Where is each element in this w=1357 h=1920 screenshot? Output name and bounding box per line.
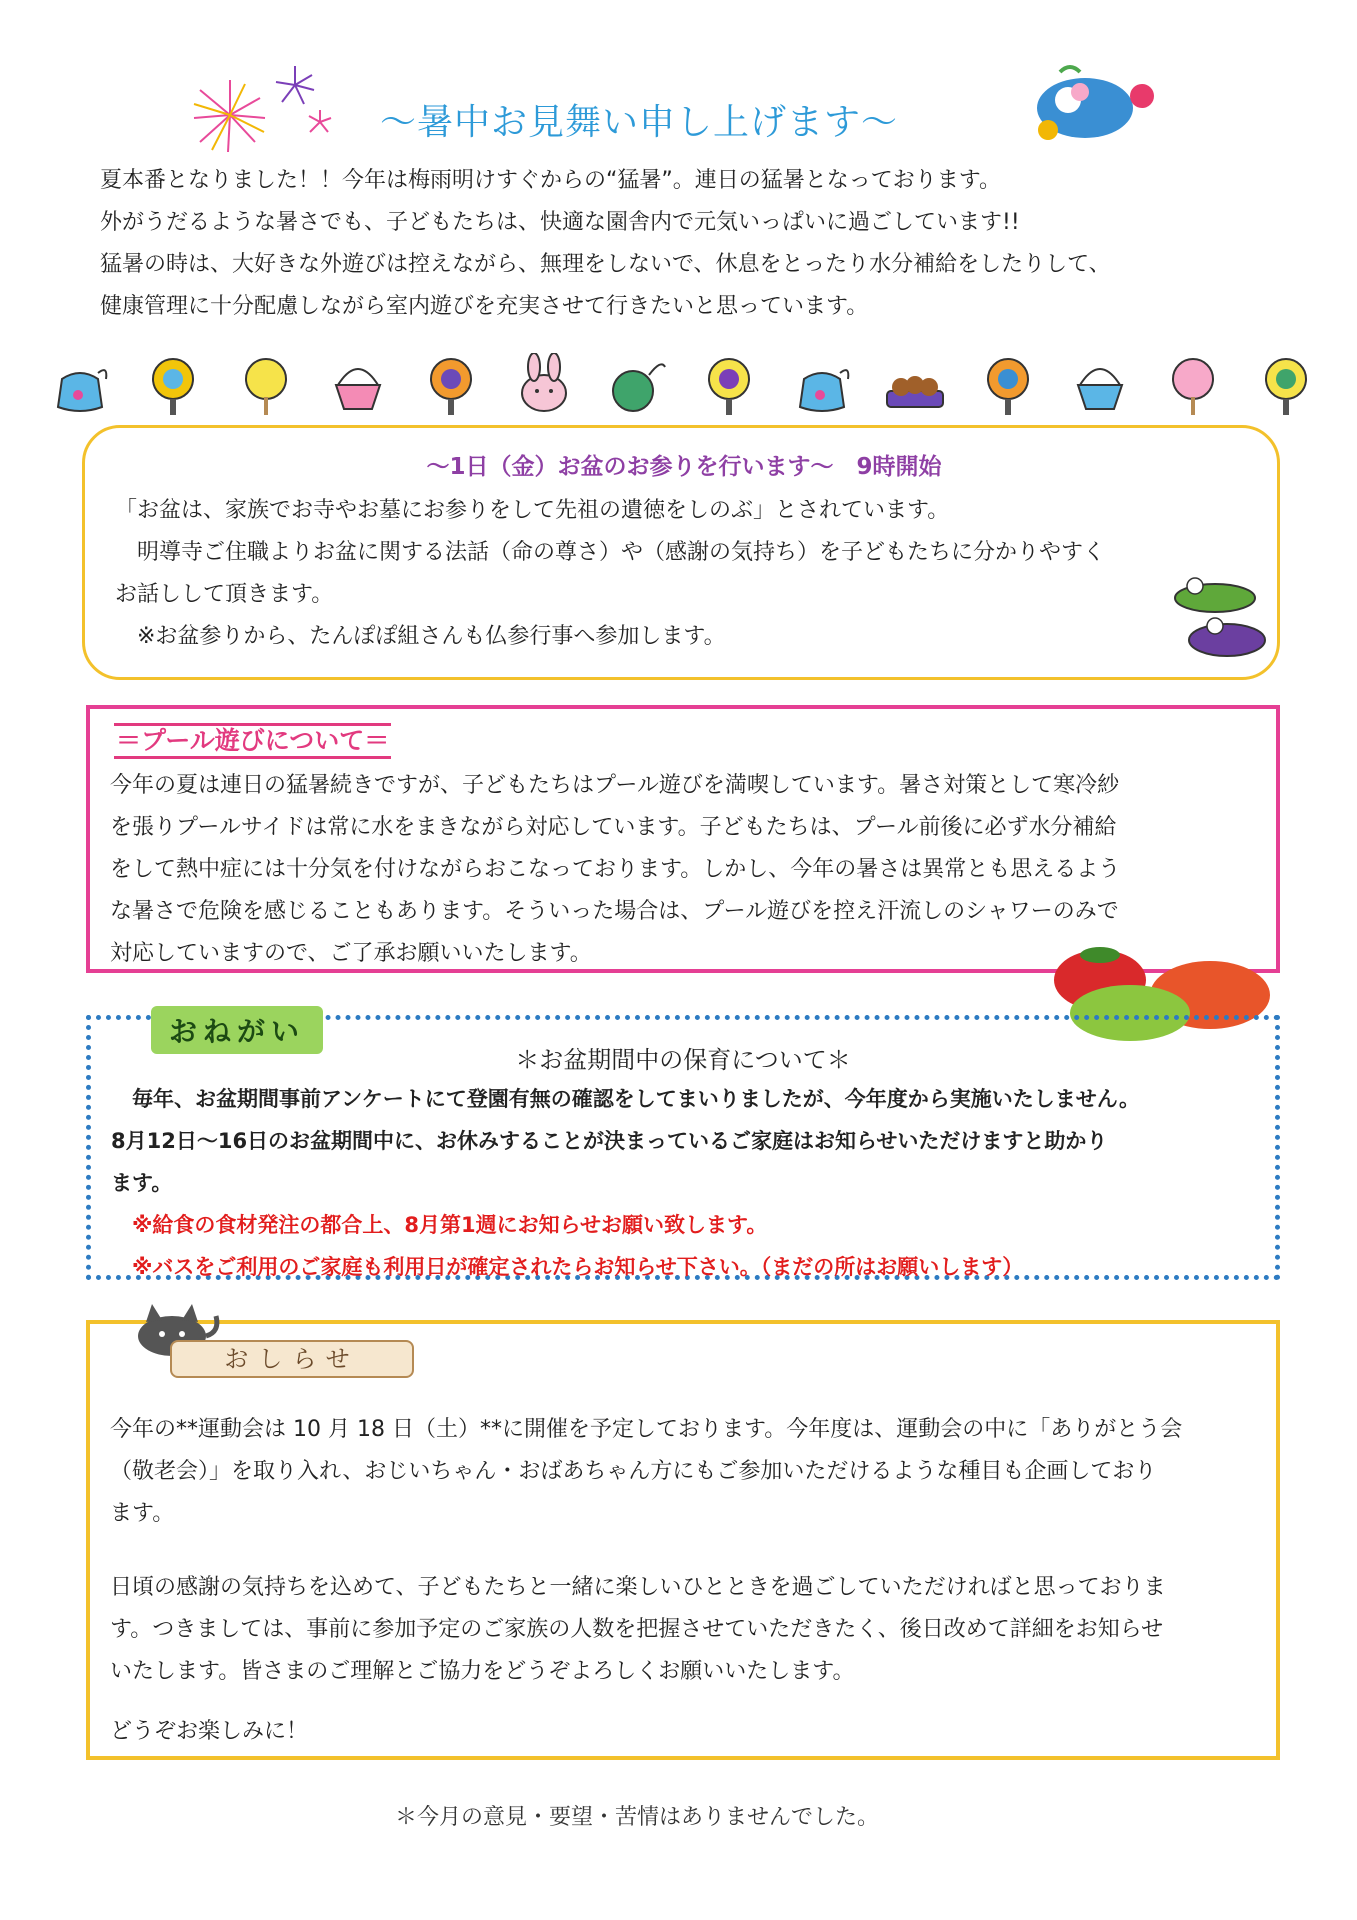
obon-line: ※お盆参りから、たんぽぽ組さんも仏参行事へ参加します。 bbox=[115, 624, 726, 649]
kinchaku-icon bbox=[48, 353, 112, 417]
pool-line: 今年の夏は連日の猛暑続きですが、子どもたちはプール遊びを満喫しています。暑さ対策として寒冷紗 bbox=[110, 773, 1120, 798]
request-section bbox=[86, 1015, 1280, 1280]
pool-line: 対応していますので、ご了承お願いいたします。 bbox=[110, 941, 592, 966]
pool-line: をして熱中症には十分気を付けながらおこなっております。しかし、今年の暑さは異常とも思えるよう bbox=[110, 857, 1121, 882]
takoyaki-icon bbox=[883, 353, 947, 417]
cotton-candy-icon bbox=[234, 353, 298, 417]
uchiwa-icon bbox=[141, 353, 205, 417]
page-title: ～暑中お見舞い申し上げます～ bbox=[380, 102, 899, 143]
pool-line: な暑さで危険を感じることもあります。そういった場合は、プール遊びを控え汗流しのシャワーのみで bbox=[110, 899, 1119, 924]
shaved-ice-icon bbox=[1068, 353, 1132, 417]
request-label: おねがい bbox=[151, 1006, 323, 1054]
obon-line: 「お盆は、家族でお寺やお墓にお参りをして先祖の遺徳をしのぶ」とされています。 bbox=[115, 498, 950, 523]
request-note: ※給食の食材発注の都合上、8月第1週にお知らせお願い致します。 bbox=[111, 1213, 768, 1237]
notice-line: す。つきましては、事前に参加予定のご家族の人数を把握させていただきたく、後日改めて詳細をお知らせ bbox=[110, 1617, 1164, 1642]
intro-line: 夏本番となりました！！今年は梅雨明けすぐからの“猛暑”。連日の猛暑となっております。 bbox=[100, 168, 1002, 193]
uchiwa-icon bbox=[976, 353, 1040, 417]
obon-section bbox=[82, 425, 1280, 680]
request-line: 毎年、お盆期間事前アンケートにて登園有無の確認をしてまいりましたが、今年度から実施いたしません。 bbox=[111, 1087, 1140, 1111]
uchiwa-icon bbox=[1254, 353, 1318, 417]
notice-line: ます。 bbox=[110, 1501, 175, 1526]
request-title: ＊お盆期間中の保育について＊ bbox=[515, 1046, 851, 1074]
kinchaku-icon bbox=[790, 353, 854, 417]
notice-body bbox=[110, 1409, 1260, 1753]
uchiwa-icon bbox=[419, 353, 483, 417]
request-note: ※バスをご利用のご家庭も利用日が確定されたらお知らせ下さい。（まだの所はお願いします） bbox=[111, 1255, 1024, 1279]
request-line: ます。 bbox=[111, 1171, 173, 1195]
notice-section bbox=[86, 1320, 1280, 1760]
obon-line: お話しして頂きます。 bbox=[115, 582, 334, 607]
obon-body bbox=[115, 490, 1245, 658]
rabbit-icon bbox=[512, 353, 576, 417]
summer-icon-row bbox=[48, 350, 1318, 420]
intro-line: 健康管理に十分配慮しながら室内遊びを充実させて行きたいと思っています。 bbox=[100, 294, 869, 319]
footer-note: ＊今月の意見・要望・苦情はありませんでした。 bbox=[395, 1805, 880, 1830]
notice-label: おしらせ bbox=[170, 1340, 414, 1378]
water-balloon-icon bbox=[605, 353, 669, 417]
shaved-ice-icon bbox=[326, 353, 390, 417]
shaved-ice-flag-illustration bbox=[1020, 60, 1170, 150]
intro-text bbox=[100, 160, 1280, 328]
notice-line: 日頃の感謝の気持ちを込めて、子どもたちと一緒に楽しいひとときを過ごしていただければと思っておりま bbox=[110, 1575, 1166, 1600]
request-line: 8月12日～16日のお盆期間中に、お休みすることが決まっているご家庭はお知らせいただけますと助かり bbox=[111, 1129, 1108, 1153]
obon-title: ～1日（金）お盆のお参りを行います～ 9時開始 bbox=[426, 454, 942, 480]
cotton-candy-icon bbox=[1161, 353, 1225, 417]
notice-line: 今年の**運動会は 10 月 18 日（土）**に開催を予定しております。今年度は、運動会の中に「ありがとう会 bbox=[110, 1417, 1183, 1442]
notice-line: （敬老会）」を取り入れ、おじいちゃん・おばあちゃん方にもご参加いただけるような種目も企画しており bbox=[110, 1459, 1157, 1484]
intro-line: 猛暑の時は、大好きな外遊びは控えながら、無理をしないで、休息をとったり水分補給をしたりして、 bbox=[100, 252, 1111, 277]
intro-line: 外がうだるような暑さでも、子どもたちは、快適な園舎内で元気いっぱいに過ごしています!! bbox=[100, 210, 1020, 235]
pool-title: ＝プール遊びについて＝ bbox=[114, 723, 391, 759]
pool-section bbox=[86, 705, 1280, 973]
notice-closing: どうぞお楽しみに！ bbox=[110, 1719, 309, 1744]
request-body bbox=[111, 1078, 1261, 1288]
notice-line: いたします。皆さまのご理解とご協力をどうぞよろしくお願いいたします。 bbox=[110, 1659, 855, 1684]
uchiwa-icon bbox=[697, 353, 761, 417]
obon-vegetable-animals-illustration bbox=[1165, 568, 1275, 668]
fireworks-illustration bbox=[170, 60, 340, 155]
pool-line: を張りプールサイドは常に水をまきながら対応しています。子どもたちは、プール前後に必ず水分補給 bbox=[110, 815, 1117, 840]
obon-line: 明導寺ご住職よりお盆に関する法話（命の尊さ）や（感謝の気持ち）を子どもたちに分かりやすく bbox=[115, 540, 1106, 565]
